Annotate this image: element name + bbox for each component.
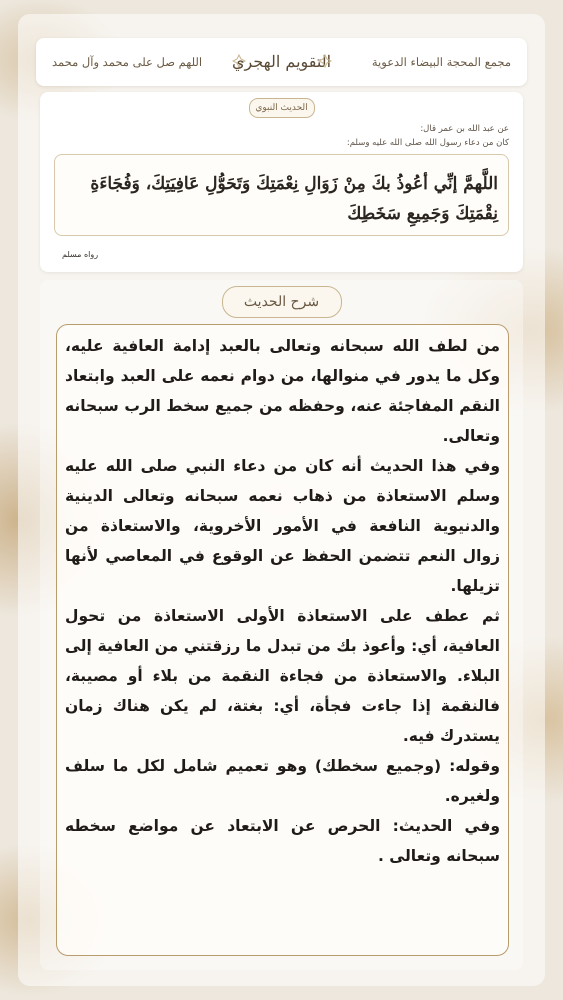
ornament-icon (318, 54, 332, 68)
hadith-card (40, 92, 523, 272)
hadith-source: رواه مسلم (62, 250, 99, 259)
organization-name: مجمع المحجة البيضاء الدعوية (371, 55, 511, 69)
hadith-section-label: الحديث النبوي (249, 98, 315, 118)
narrator-line: عن عبد الله بن عمر قال: (420, 124, 509, 134)
sharh-section-label: شرح الحديث (222, 286, 342, 318)
page-title: التقويم الهجري (231, 52, 332, 71)
salawat-text: اللهم صل على محمد وآل محمد (52, 55, 203, 69)
sharh-paragraph: وقوله: (وجميع سخطك) وهو تعميم شامل لكل ما سلف ولغيره. (65, 757, 500, 805)
hadith-narrator (347, 122, 509, 150)
narrator-line: كان من دعاء رسول الله صلى الله عليه وسلم: (346, 138, 509, 148)
sharh-paragraph: وفي الحديث: الحرص عن الابتعاد عن مواضع سخطه سبحانه وتعالى . (65, 817, 500, 865)
sharh-paragraph: وفي هذا الحديث أنه كان من دعاء النبي صلى الله عليه وسلم الاستعاذة من ذهاب نعمه سبحانه وتعالى الدينية والدنيوية النافعة في الأمور الأخروية، والاستعاذة من زوال النعم تتضمن الحفظ عن الوقوع في المعاصي لأنها تزيلها. (65, 457, 500, 595)
header-bar (36, 38, 527, 86)
dua-box (54, 154, 509, 236)
sharh-paragraph: ثم عطف على الاستعاذة الأولى الاستعاذة من تحول العافية، أي: وأعوذ بك من تبدل ما رزقتني من العافية إلى البلاء. والاستعاذة من فجاءة النقمة من بلاء أو مصيبة، فالنقمة إذا جاءت فجأة، أي: بغتة، لم يكن هناك زمان يستدرك فيه. (65, 607, 500, 745)
sharh-text (65, 331, 500, 871)
dua-text: اللَّهمَّ إنِّي أعُوذُ بكَ مِنْ زَوَالِ نِعْمَتِكَ وَتَحَوُّلِ عَافِيَتِكَ، وَفُجَاءَةِ نِقْمَتِكَ وَجَمِيعِ سَخَطِكَ (90, 174, 498, 224)
sharh-paragraph: من لطف الله سبحانه وتعالى بالعبد إدامة العافية عليه، وكل ما يدور في منوالها، من دوام نعمه على العبد وابتعاد النقم المفاجئة عنه، وحفظه من جميع سخط الرب سبحانه وتعالى. (65, 337, 500, 445)
sharh-card (40, 280, 523, 970)
sharh-box (56, 324, 509, 956)
